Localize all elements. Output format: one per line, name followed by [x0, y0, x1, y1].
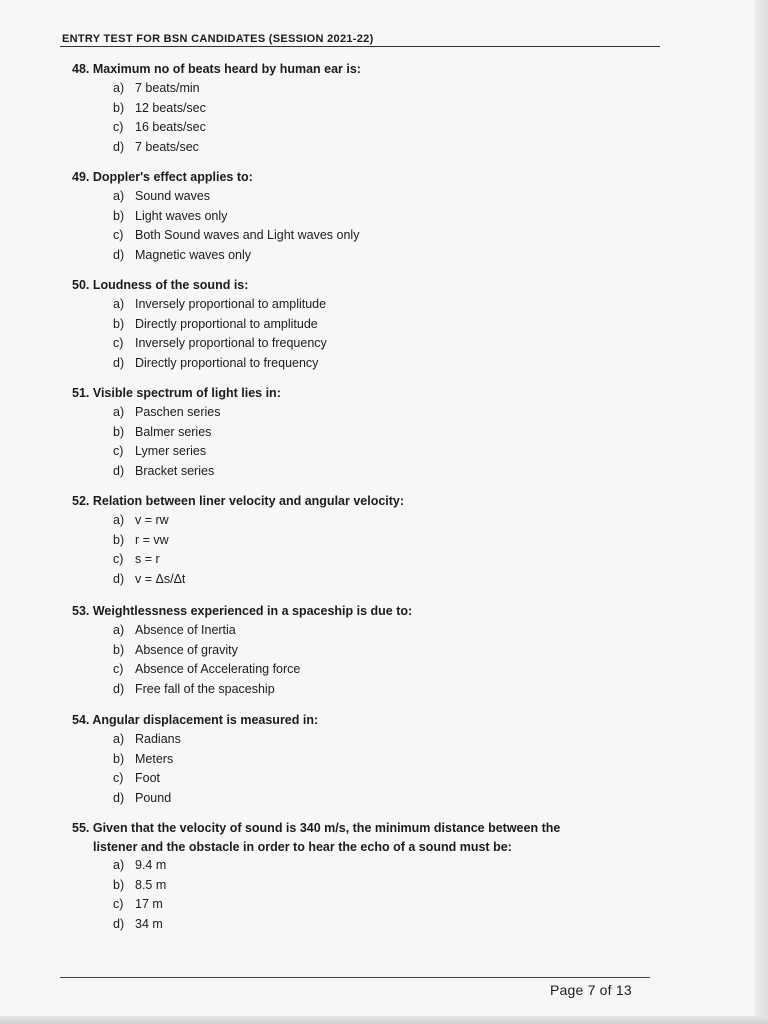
question-text: 49. Doppler's effect applies to:: [72, 170, 253, 184]
option-c: c) 16 beats/sec: [113, 120, 206, 134]
question-48: [72, 59, 632, 157]
option-d: d) 34 m: [113, 916, 163, 931]
scan-bottom-band: [0, 1016, 768, 1024]
option-a: a) Radians: [113, 732, 181, 746]
option-list: [72, 187, 632, 265]
question-50: [72, 275, 632, 373]
question-54: [72, 710, 632, 808]
option-a: a) v = rw: [113, 513, 169, 527]
option-a: a) Paschen series: [113, 405, 221, 419]
header-divider: [60, 46, 660, 47]
option-d: d) Pound: [113, 790, 172, 805]
option-b: b) Directly proportional to amplitude: [113, 316, 318, 331]
option-list: [72, 511, 632, 589]
option-b: b) Light waves only: [113, 208, 228, 223]
option-d: d) v = Δs/Δt: [113, 571, 186, 586]
option-a: a) Sound waves: [113, 189, 211, 203]
question-49: [72, 167, 632, 265]
option-d: d) Free fall of the spaceship: [113, 681, 275, 696]
option-c: c) Both Sound waves and Light waves only: [113, 228, 360, 242]
option-b: b) Absence of gravity: [113, 642, 238, 657]
question-text: 50. Loudness of the sound is:: [72, 278, 249, 292]
option-c: c) 17 m: [113, 897, 163, 911]
option-list: [72, 856, 672, 934]
option-d: d) Directly proportional to frequency: [113, 355, 319, 370]
option-b: b) 12 beats/sec: [113, 100, 206, 115]
option-d: d) Bracket series: [113, 463, 215, 478]
page-number: Page 7 of 13: [550, 982, 632, 998]
option-b: b) Meters: [113, 751, 174, 766]
option-c: c) Foot: [113, 771, 161, 785]
option-c: c) Lymer series: [113, 444, 207, 458]
option-c: c) Absence of Accelerating force: [113, 662, 301, 676]
option-a: a) Inversely proportional to amplitude: [113, 297, 327, 311]
option-b: b) r = vw: [113, 532, 169, 547]
question-text: 52. Relation between liner velocity and angular velocity:: [72, 494, 405, 508]
question-text: 53. Weightlessness experienced in a spaceship is due to:: [72, 604, 413, 618]
question-text: 51. Visible spectrum of light lies in:: [72, 386, 281, 400]
option-a: a) 7 beats/min: [113, 81, 200, 95]
question-51: [72, 383, 632, 481]
question-52: [72, 491, 632, 589]
question-53: [72, 601, 632, 699]
option-c: c) Inversely proportional to frequency: [113, 336, 327, 350]
page-header-title: ENTRY TEST FOR BSN CANDIDATES (SESSION 2021-22): [62, 33, 374, 45]
question-55: [72, 819, 672, 934]
option-a: a) 9.4 m: [113, 858, 167, 872]
question-text: 48. Maximum no of beats heard by human ear is:: [72, 62, 361, 76]
option-list: [72, 79, 632, 157]
option-d: d) Magnetic waves only: [113, 247, 252, 262]
question-text: 55. Given that the velocity of sound is 340 m/s, the minimum distance between the listener and the obstacle in order to hear the echo of a sound must be:: [72, 821, 561, 854]
question-text: 54. Angular displacement is measured in:: [72, 713, 319, 727]
option-d: d) 7 beats/sec: [113, 139, 199, 154]
option-list: [72, 621, 632, 699]
option-b: b) Balmer series: [113, 424, 212, 439]
footer-divider: [60, 977, 650, 978]
option-b: b) 8.5 m: [113, 877, 167, 892]
option-c: c) s = r: [113, 552, 160, 566]
option-list: [72, 730, 632, 808]
option-list: [72, 403, 632, 481]
option-a: a) Absence of Inertia: [113, 623, 236, 637]
option-list: [72, 295, 632, 373]
page-edge-shadow: [754, 0, 768, 1024]
